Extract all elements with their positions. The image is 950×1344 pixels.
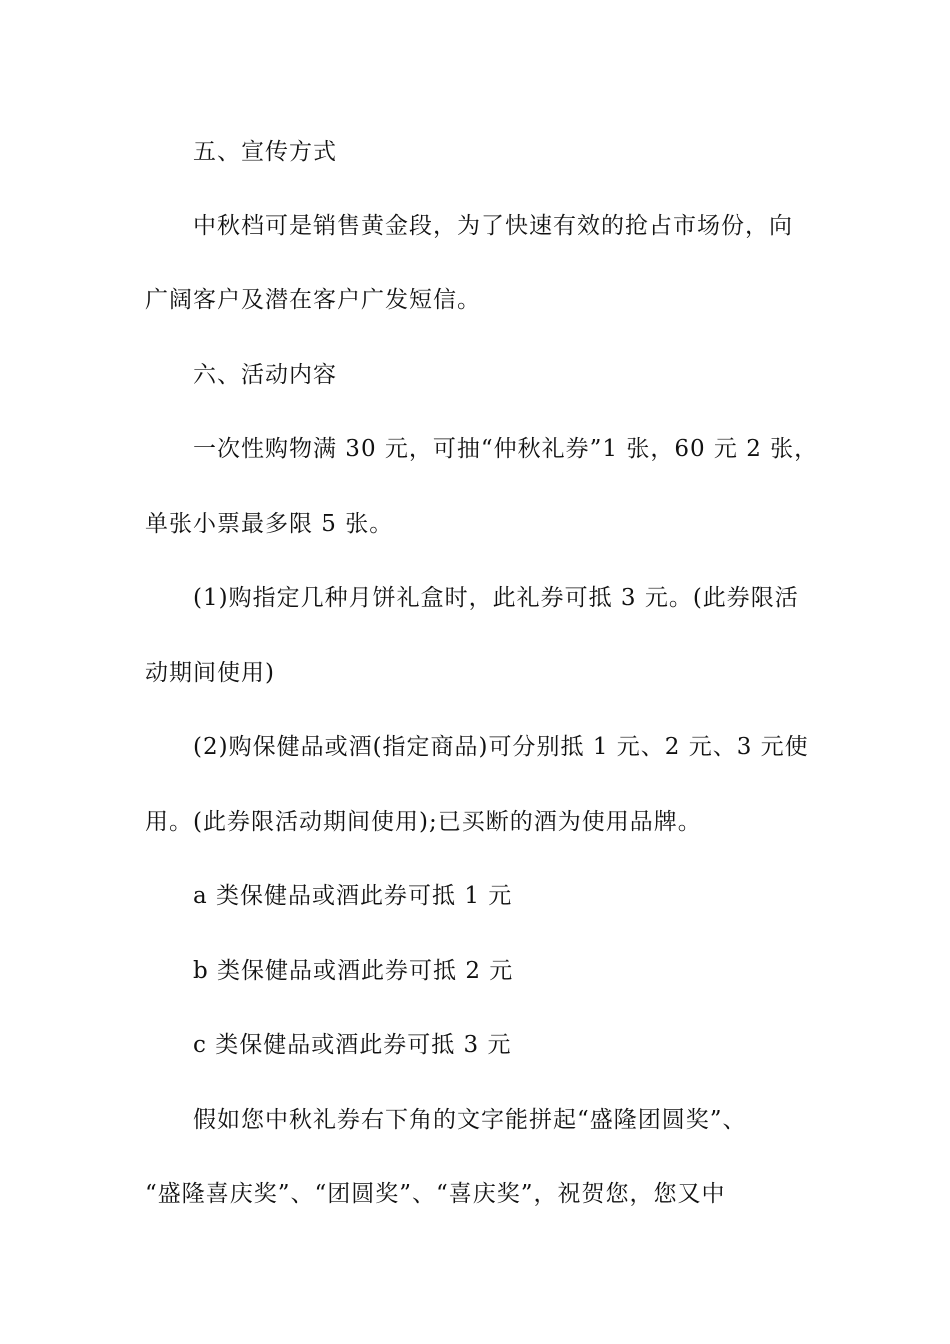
paragraph-line: “盛隆喜庆奖”、“团圆奖”、“喜庆奖”，祝贺您，您又中: [145, 1181, 726, 1207]
paragraph-line: 广阔客户及潜在客户广发短信。: [145, 287, 481, 313]
section-heading-publicity: 五、宣传方式: [193, 139, 337, 165]
paragraph-line: 动期间使用): [145, 660, 275, 686]
paragraph-line: 用。(此券限活动期间使用);已买断的酒为使用品牌。: [145, 809, 702, 835]
section-heading-activity: 六、活动内容: [193, 362, 337, 388]
list-item: a 类保健品或酒此券可抵 1 元: [193, 883, 513, 909]
paragraph-line: 单张小票最多限 5 张。: [145, 511, 394, 537]
paragraph-line: (2)购保健品或酒(指定商品)可分别抵 1 元、2 元、3 元使: [193, 734, 809, 760]
list-item: b 类保健品或酒此券可抵 2 元: [193, 958, 514, 984]
paragraph-line: (1)购指定几种月饼礼盒时，此礼券可抵 3 元。(此券限活: [193, 585, 799, 611]
list-item: c 类保健品或酒此券可抵 3 元: [193, 1032, 512, 1058]
paragraph-line: 假如您中秋礼券右下角的文字能拼起“盛隆团圆奖”、: [193, 1107, 747, 1133]
paragraph-line: 中秋档可是销售黄金段，为了快速有效的抢占市场份，向: [193, 213, 793, 239]
paragraph-line: 一次性购物满 30 元，可抽“仲秋礼券”1 张，60 元 2 张，: [193, 436, 819, 462]
